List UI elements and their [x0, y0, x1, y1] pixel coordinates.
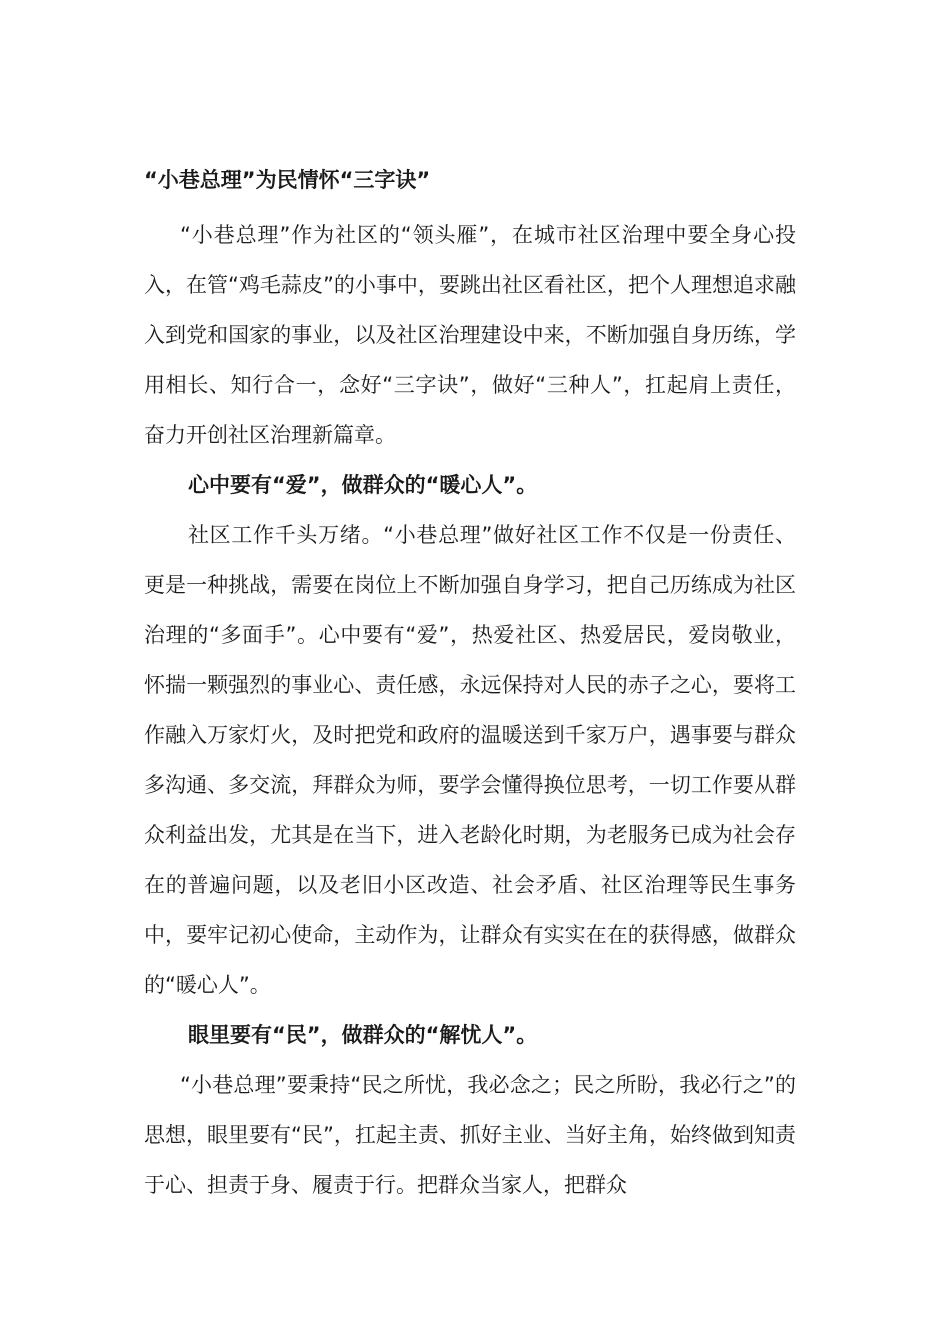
- intro-paragraph: “小巷总理”作为社区的“领头雁”，在城市社区治理中要全身心投入，在管“鸡毛蒜皮”的小事中，要跳出社区看社区，把个人理想追求融入到党和国家的事业，以及社区治理建设中来，不断加强自身历练，学用相长、知行合一，念好“三字诀”，做好“三种人”，扛起肩上责任，奋力开创社区治理新篇章。: [144, 223, 796, 447]
- section-body-people: “小巷总理”要秉持“民之所忧，我必念之；民之所盼，我必行之”的思想，眼里要有“民”，扛起主责、抓好主业、当好主角，始终做到知责于心、担责于身、履责于行。把群众当家人，把群众: [144, 1073, 796, 1197]
- document-page: [144, 160, 796, 1210]
- section-heading-people: 眼里要有“民”，做群众的“解忧人”。: [188, 1023, 538, 1047]
- document-title: “小巷总理”为民情怀“三字诀”: [144, 168, 431, 192]
- section-body-love: 社区工作千头万绪。“小巷总理”做好社区工作不仅是一份责任、更是一种挑战，需要在岗位上不断加强自身学习，把自己历练成为社区治理的“多面手”。心中要有“爱”，热爱社区、热爱居民，爱岗敬业，怀揣一颗强烈的事业心、责任感，永远保持对人民的赤子之心，要将工作融入万家灯火，及时把党和政府的温暖送到千家万户，遇事要与群众多沟通、多交流，拜群众为师，要学会懂得换位思考，一切工作要从群众利益出发，尤其是在当下，进入老龄化时期，为老服务已成为社会存在的普遍问题，以及老旧小区改造、社会矛盾、社区治理等民生事务中，要牢记初心使命，主动作为，让群众有实实在在的获得感，做群众的“暖心人”。: [144, 523, 796, 997]
- section-heading-love: 心中要有“爱”，做群众的“暖心人”。: [188, 473, 538, 497]
